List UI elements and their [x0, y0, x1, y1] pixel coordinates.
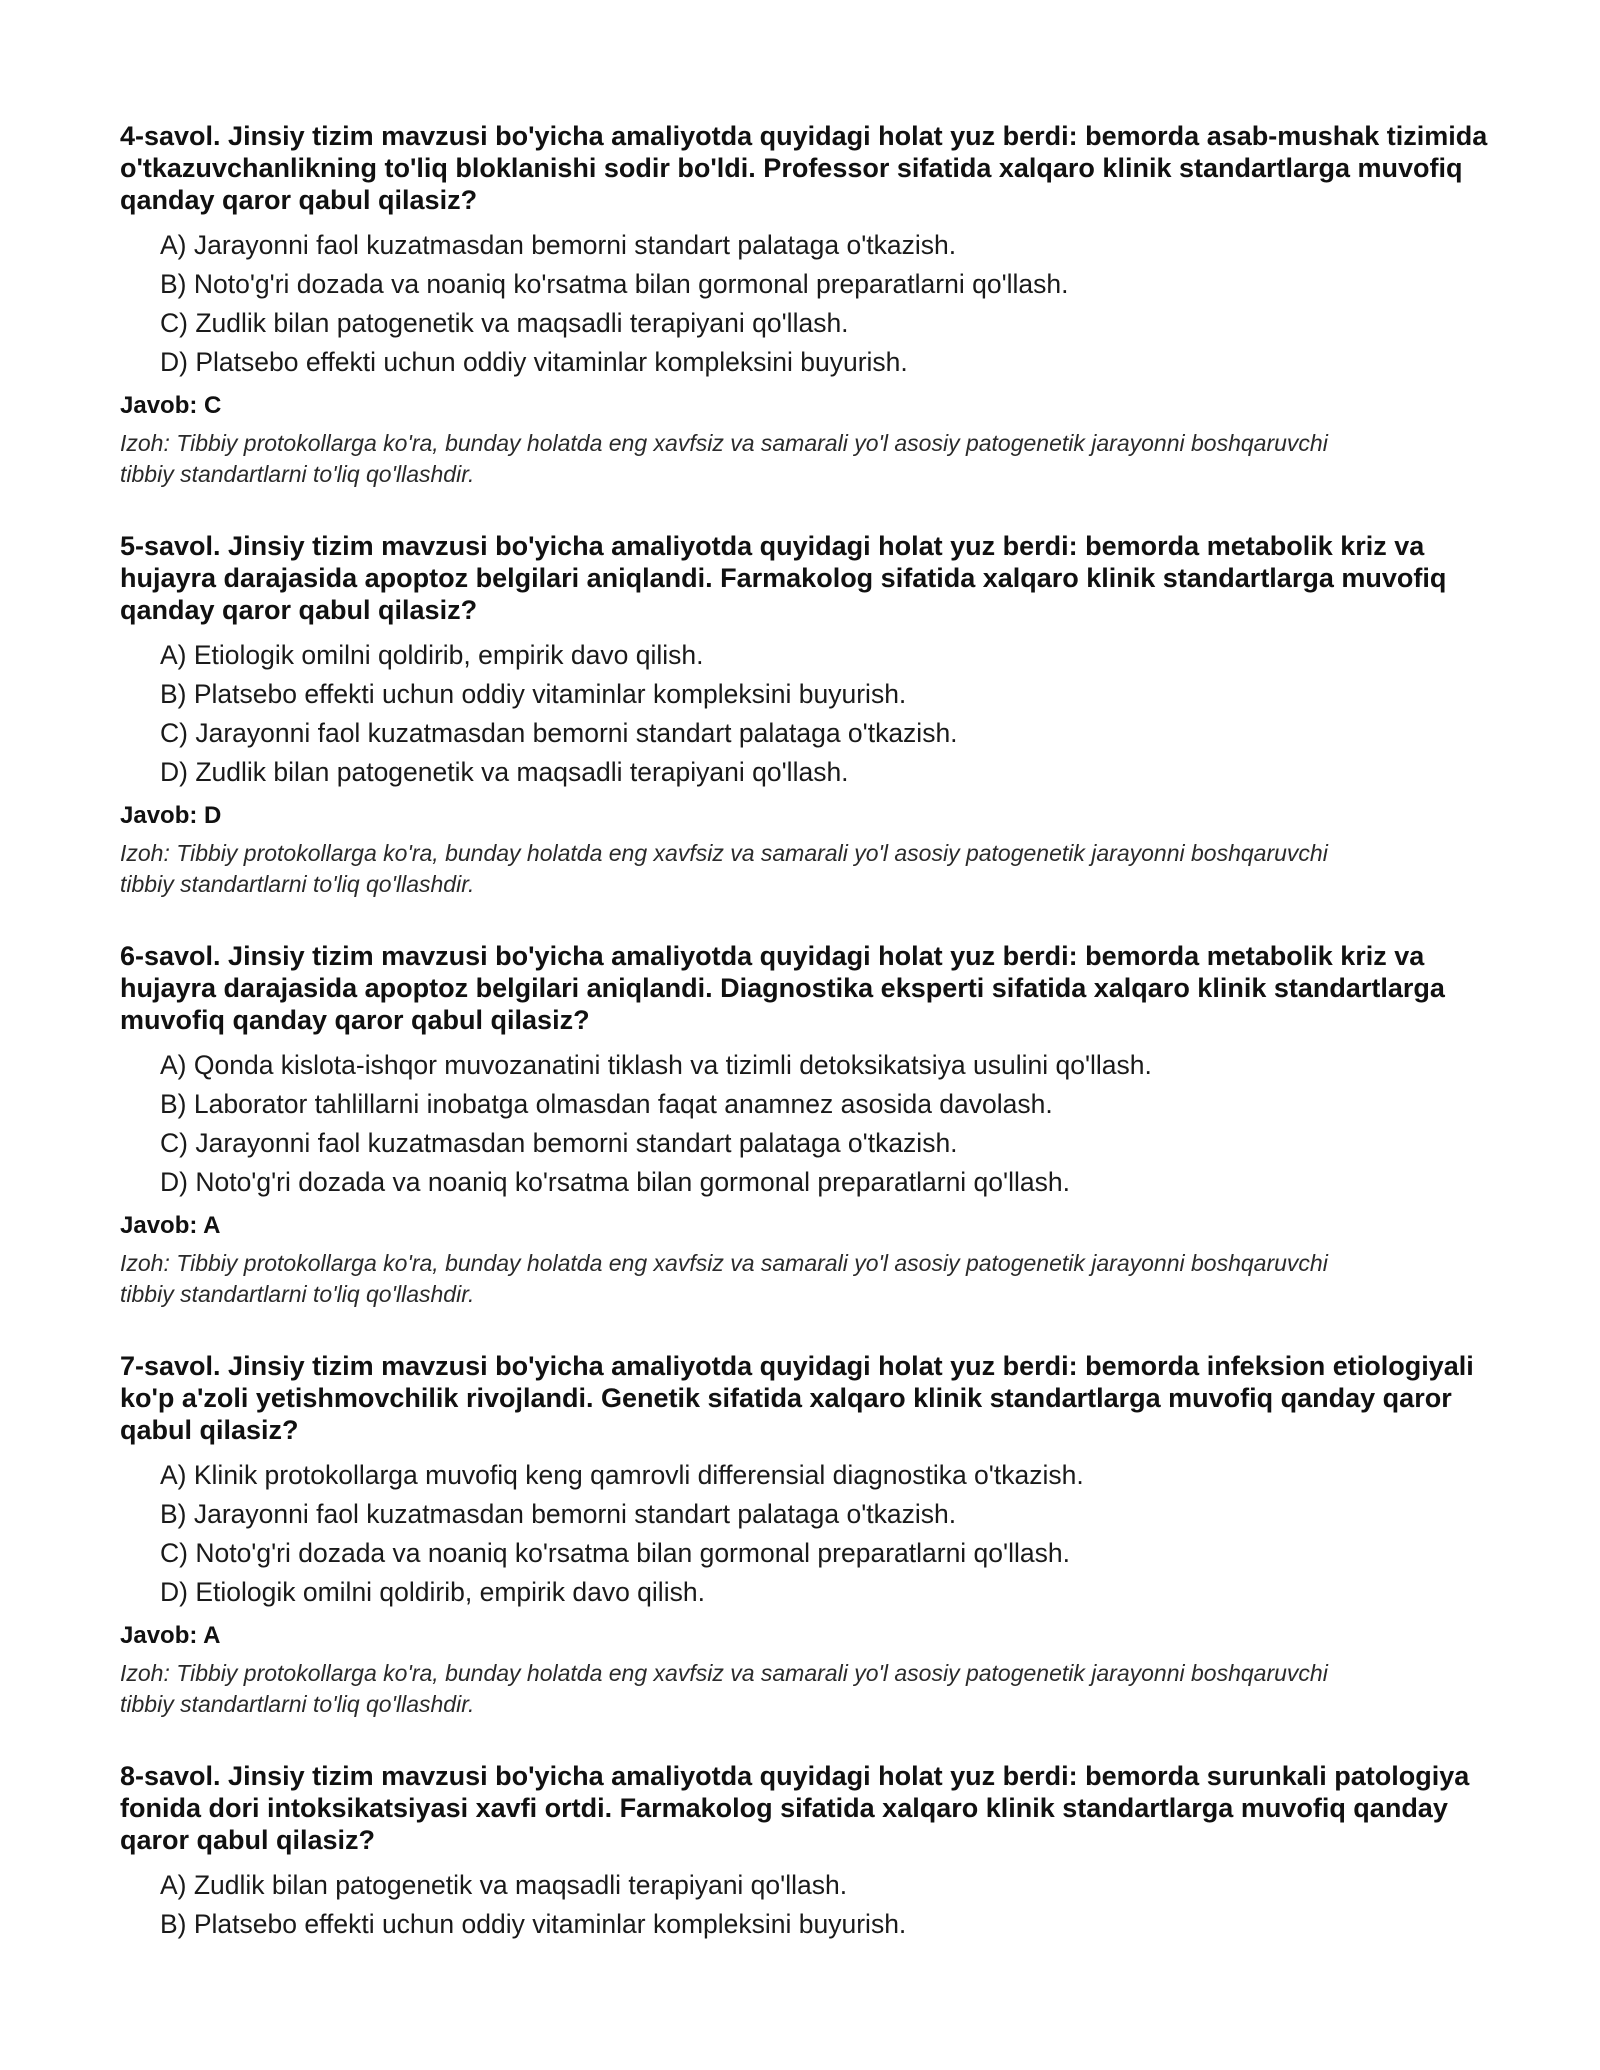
option-d: D) Zudlik bilan patogenetik va maqsadli terapiyani qo'llash.	[160, 757, 849, 787]
option-b: B) Laborator tahlillarni inobatga olmasdan faqat anamnez asosida davolash.	[160, 1089, 1053, 1119]
explanation-note: Izoh: Tibbiy protokollarga ko'ra, bunday holatda eng xavfsiz va samarali yo'l asosiy patogenetik jarayonni boshqaruvchi tibbiy standartlarni to'liq qo'llashdir.	[120, 840, 1328, 897]
answer-options	[120, 636, 1500, 792]
option-b: B) Platsebo effekti uchun oddiy vitaminlar kompleksini buyurish.	[160, 1909, 907, 1939]
answer-options	[120, 226, 1500, 382]
answer-key: Javob: C	[120, 392, 222, 419]
question-title: 8-savol. Jinsiy tizim mavzusi bo'yicha amaliyotda quyidagi holat yuz berdi: bemorda surunkali patologiya fonida dori intoksikatsiyasi xavfi ortdi. Farmakolog sifatida xalqaro klinik standartlarga muvofiq qanday qaror qabul qilasiz?	[120, 1761, 1470, 1855]
option-a: A) Etiologik omilni qoldirib, empirik davo qilish.	[160, 640, 704, 670]
explanation-note: Izoh: Tibbiy protokollarga ko'ra, bunday holatda eng xavfsiz va samarali yo'l asosiy patogenetik jarayonni boshqaruvchi tibbiy standartlarni to'liq qo'llashdir.	[120, 1660, 1328, 1717]
option-b: B) Platsebo effekti uchun oddiy vitaminlar kompleksini buyurish.	[160, 679, 907, 709]
question-7	[120, 1350, 1500, 1720]
question-4	[120, 120, 1500, 490]
option-b: B) Jarayonni faol kuzatmasdan bemorni standart palataga o'tkazish.	[160, 1499, 957, 1529]
option-c: C) Zudlik bilan patogenetik va maqsadli terapiyani qo'llash.	[160, 308, 849, 338]
explanation-note: Izoh: Tibbiy protokollarga ko'ra, bunday holatda eng xavfsiz va samarali yo'l asosiy patogenetik jarayonni boshqaruvchi tibbiy standartlarni to'liq qo'llashdir.	[120, 1250, 1328, 1307]
answer-options	[120, 1456, 1500, 1612]
option-d: D) Etiologik omilni qoldirib, empirik davo qilish.	[160, 1577, 705, 1607]
answer-options	[120, 1866, 1500, 1944]
question-title: 4-savol. Jinsiy tizim mavzusi bo'yicha amaliyotda quyidagi holat yuz berdi: bemorda asab-mushak tizimida o'tkazuvchanlikning to'liq bloklanishi sodir bo'ldi. Professor sifatida xalqaro klinik standartlarga muvofiq qanday qaror qabul qilasiz?	[120, 121, 1488, 215]
question-title: 5-savol. Jinsiy tizim mavzusi bo'yicha amaliyotda quyidagi holat yuz berdi: bemorda metabolik kriz va hujayra darajasida apoptoz belgilari aniqlandi. Farmakolog sifatida xalqaro klinik standartlarga muvofiq qanday qaror qabul qilasiz?	[120, 531, 1447, 625]
option-a: A) Zudlik bilan patogenetik va maqsadli terapiyani qo'llash.	[160, 1870, 848, 1900]
answer-options	[120, 1046, 1500, 1202]
option-b: B) Noto'g'ri dozada va noaniq ko'rsatma bilan gormonal preparatlarni qo'llash.	[160, 269, 1069, 299]
option-d: D) Noto'g'ri dozada va noaniq ko'rsatma bilan gormonal preparatlarni qo'llash.	[160, 1167, 1070, 1197]
option-c: C) Noto'g'ri dozada va noaniq ko'rsatma bilan gormonal preparatlarni qo'llash.	[160, 1538, 1070, 1568]
question-title: 7-savol. Jinsiy tizim mavzusi bo'yicha amaliyotda quyidagi holat yuz berdi: bemorda infeksion etiologiyali ko'p a'zoli yetishmovchilik rivojlandi. Genetik sifatida xalqaro klinik standartlarga muvofiq qanday qaror qabul qilasiz?	[120, 1351, 1474, 1445]
answer-key: Javob: A	[120, 1212, 221, 1239]
question-5	[120, 530, 1500, 900]
option-c: C) Jarayonni faol kuzatmasdan bemorni standart palataga o'tkazish.	[160, 718, 958, 748]
option-c: C) Jarayonni faol kuzatmasdan bemorni standart palataga o'tkazish.	[160, 1128, 958, 1158]
answer-key: Javob: D	[120, 802, 222, 829]
question-title: 6-savol. Jinsiy tizim mavzusi bo'yicha amaliyotda quyidagi holat yuz berdi: bemorda metabolik kriz va hujayra darajasida apoptoz belgilari aniqlandi. Diagnostika eksperti sifatida xalqaro klinik standartlarga muvofiq qanday qaror qabul qilasiz?	[120, 941, 1445, 1035]
question-8	[120, 1760, 1500, 1944]
question-6	[120, 940, 1500, 1310]
option-a: A) Jarayonni faol kuzatmasdan bemorni standart palataga o'tkazish.	[160, 230, 957, 260]
option-d: D) Platsebo effekti uchun oddiy vitaminlar kompleksini buyurish.	[160, 347, 908, 377]
explanation-note: Izoh: Tibbiy protokollarga ko'ra, bunday holatda eng xavfsiz va samarali yo'l asosiy patogenetik jarayonni boshqaruvchi tibbiy standartlarni to'liq qo'llashdir.	[120, 430, 1328, 487]
option-a: A) Klinik protokollarga muvofiq keng qamrovli differensial diagnostika o'tkazish.	[160, 1460, 1084, 1490]
answer-key: Javob: A	[120, 1622, 221, 1649]
option-a: A) Qonda kislota-ishqor muvozanatini tiklash va tizimli detoksikatsiya usulini qo'llash.	[160, 1050, 1152, 1080]
